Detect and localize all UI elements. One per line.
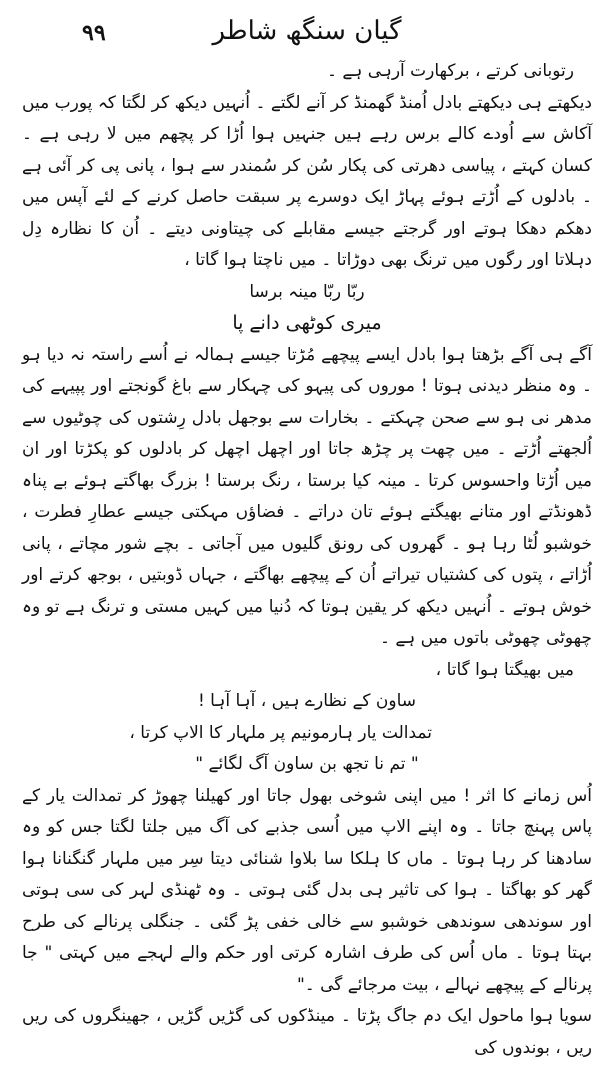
running-title: گیان سنگھ شاطر	[212, 16, 402, 46]
verse-line-1: ربّا ربّا مینہ برسا	[249, 281, 365, 302]
paragraph-1: دیکھتے ہی دیکھتے بادل اُمنڈ گھمنڈ کر آنے لگتے ۔ اُنہیں دیکھ کر لگتا کہ پورب میں آکاش سے اُودے کالے برس رہے ہیں جنہیں ہوا اُڑا کر پچھم میں لا رہی ہے ۔ کسان کہتے ، پیاسی دھرتی کی پکار سُن کر سُمندر سے ہوا ، پانی پی کر آئی ہے ۔ بادلوں کے اُڑتے ہوئے پہاڑ ایک دوسرے پر سبقت حاصل کرنے کے لئے آپس میں دھکم دھکا ہوتے اور گرجتے جیسے مقابلے کی چیتاونی دیتے ۔ اُن کا نظارہ دِل دہلاتا اور رگوں میں ترنگ بھی دوڑاتا ۔ میں ناچتا ہوا گاتا ،	[22, 92, 592, 270]
paragraph-4: سویا ہوا ماحول ایک دم جاگ پڑتا ۔ مینڈکوں کی گڑیں گڑیں ، جھینگروں کی ریں ریں ، بوندوں کی	[22, 1006, 592, 1058]
opening-line: رتوبانی کرتے ، برکھارت آرہی ہے ۔	[327, 61, 574, 81]
line-singing: میں بھیگتا ہوا گاتا ،	[435, 659, 574, 680]
page-header	[22, 0, 592, 56]
verse-line-2: میری کوٹھی دانے پا	[232, 312, 382, 334]
song-line-quote: " تم نا تجھ بن ساون آگ لگائے "	[195, 754, 419, 774]
page-body	[22, 56, 592, 1064]
song-line-sawan: ساون کے نظارے ہیں ، آہا آہا !	[197, 691, 417, 711]
paragraph-2: آگے ہی آگے بڑھتا ہوا بادل ایسے پیچھے مُڑتا جیسے ہمالہ نے اُسے راستہ نہ دیا ہو ۔ وہ منظر دیدنی ہوتا ! موروں کی پیہو کی چہکار سے باغ گونجتے اور پپیہے کی مدھر نی ہو سے صحن چہکتے ۔ بخارات سے بوجھل بادل رِشتوں کی چوٹیوں سے اُلجھتے اُڑتے ۔ میں چھت پر چڑھ جاتا اور اچھل اچھل کر بادلوں کو پکڑتا اور ان میں اُڑتا واحسوس کرتا ۔ مینہ کیا برستا ، رنگ برستا ! بزرگ بھاگتے ہوئے بے پناہ ڈھونڈتے اور متانے بھیگتے ہوئے تان دراتے ۔ فضاؤں مہکتی جیسے عطارِ فطرت ، خوشبو لُٹا رہا ہو ۔ گھروں کی رونق گلیوں میں آجاتی ۔ بچے شور مچاتے ، پانی اُڑاتے ، پتوں کی کشتیاں تیراتے اُن کے پیچھے بھاگتے ، جہاں ڈوبتیں ، بوجھ کرتے اور خوش ہوتے ۔ اُنہیں دیکھ کر یقین ہوتا کہ دُنیا میں کہیں مستی و ترنگ ہے تو وہ چھوٹی چھوٹی باتوں میں ہے ۔	[22, 344, 592, 648]
line-harmonium: تمدالت یار ہارمونیم پر ملہار کا الاپ کرتا ،	[129, 722, 432, 743]
page-number: ۹۹	[82, 20, 106, 46]
paragraph-3: اُس زمانے کا اثر ! میں اپنی شوخی بھول جاتا اور کھیلنا چھوڑ کر تمدالت یار کے پاس پہنچ جاتا ۔ وہ اپنے الاپ میں اُسی جذبے کی آگ میں جلتا لگتا جس کو وہ سادھنا کر رہا ہوتا ۔ ماں کا ہلکا سا بلاوا شنائی دیتا سِر میں ملہار گنگنانا ہوا گھر کو بھاگتا ۔ ہوا کی تاثیر ہی بدل گئی ہوتی ۔ وہ ٹھنڈی لہر کی سی ہوتی اور سوندھی سوندھی خوشبو سے خالی خفی پڑ گئی ۔ جنگلی پرنالے کی طرح بہتا ہوتا ۔ ماں اُس کی طرف اشارہ کرتی اور حکم والے لہجے میں کہتی " جا پرنالے کے پیچھے نہالے ، بیت مرجائے گی ۔"	[22, 785, 592, 995]
